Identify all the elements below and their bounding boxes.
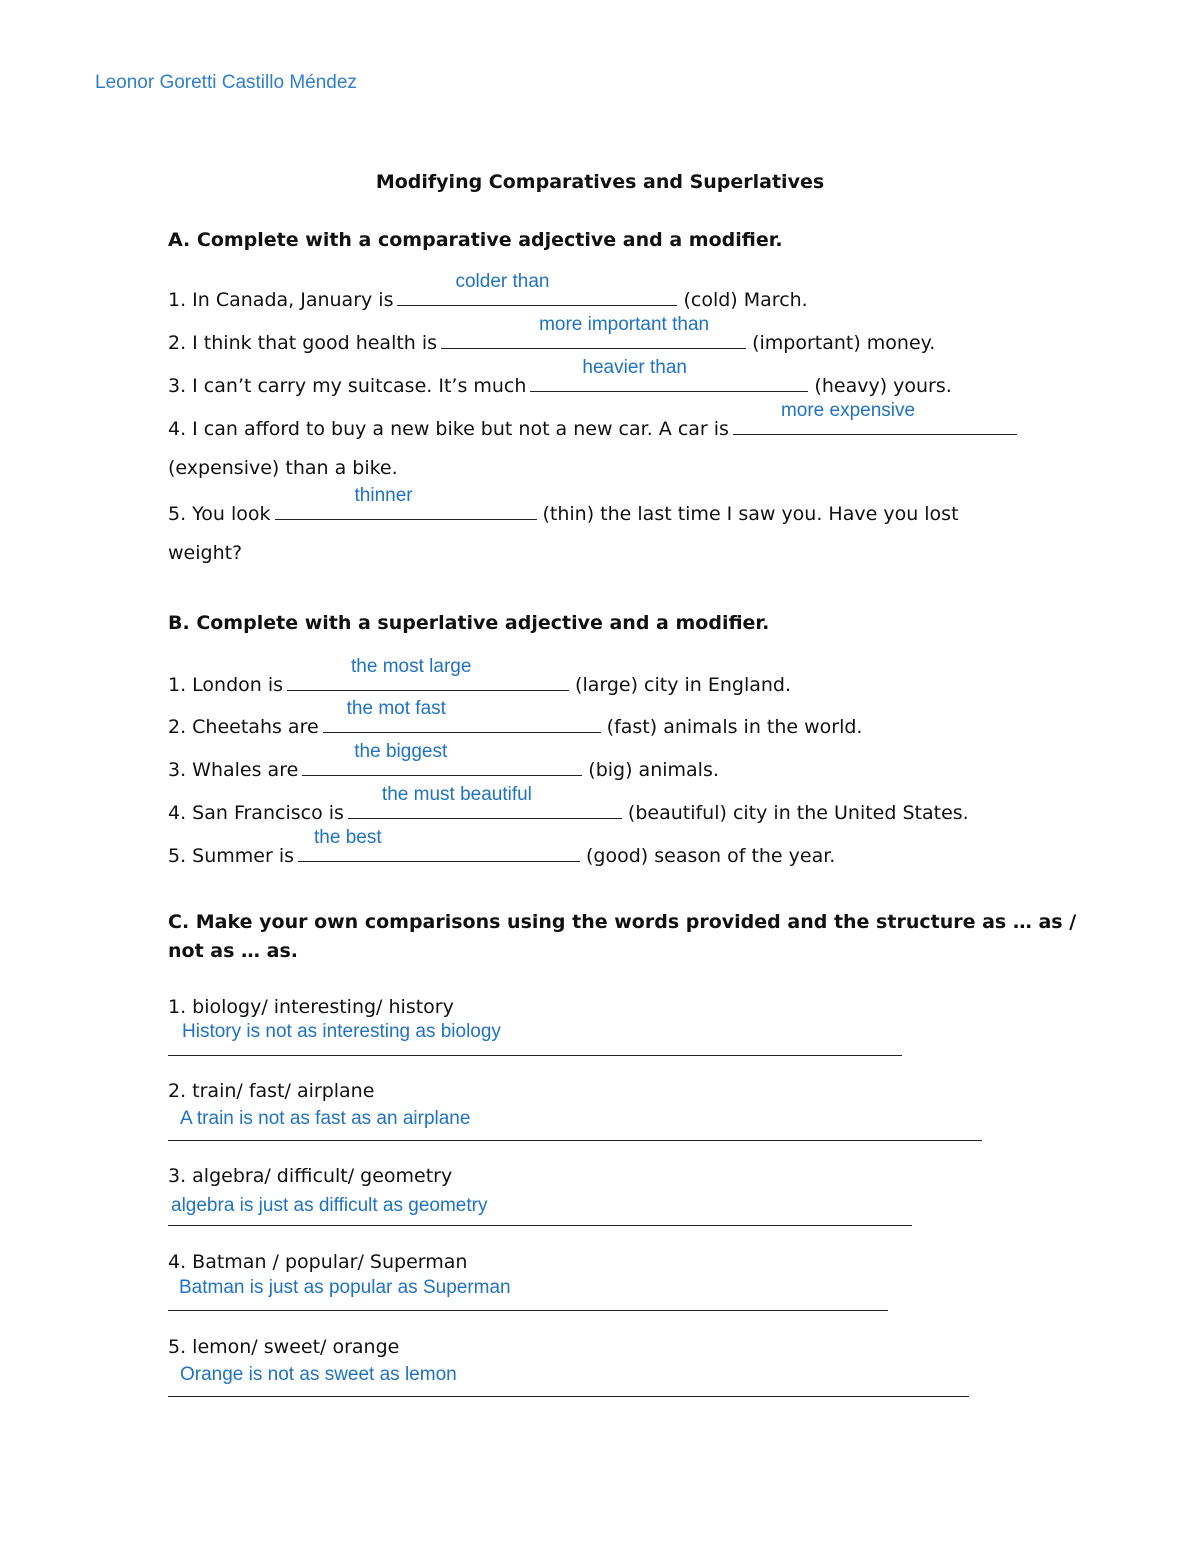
section-c-answer-5[interactable]: Orange is not as sweet as lemon	[180, 1364, 457, 1385]
section-a-item-1: 1. In Canada, January is colder than (cold) March.	[168, 271, 808, 311]
answer-text: the most large	[351, 656, 472, 677]
section-c-prompt-2: 2. train/ fast/ airplane	[168, 1080, 375, 1102]
answer-blank[interactable]	[397, 271, 677, 306]
answer-text: more expensive	[780, 400, 916, 421]
answer-text: the must beautiful	[381, 784, 532, 805]
answer-text: colder than	[455, 271, 550, 292]
section-b-item-1: 1. London is the most large (large) city in England.	[168, 656, 792, 696]
answer-blank[interactable]	[287, 656, 569, 691]
section-c-answer-3[interactable]: algebra is just as difficult as geometry	[171, 1195, 488, 1216]
section-b-item-2: 2. Cheetahs are the mot fast (fast) animals in the world.	[168, 698, 863, 738]
section-b-heading: B. Complete with a superlative adjective and a modifier.	[168, 612, 770, 634]
answer-blank[interactable]	[348, 784, 622, 819]
answer-line	[168, 1055, 902, 1056]
answer-text: more important than	[539, 314, 710, 335]
section-a-heading: A. Complete with a comparative adjective and a modifier.	[168, 229, 783, 251]
section-a-item-3: 3. I can’t carry my suitcase. It’s much heavier than (heavy) yours.	[168, 357, 952, 397]
section-c-heading-line-2: not as … as.	[168, 940, 298, 962]
answer-text: thinner	[354, 485, 413, 506]
answer-blank[interactable]	[441, 314, 746, 349]
section-b-item-4: 4. San Francisco is the must beautiful (beautiful) city in the United States.	[168, 784, 969, 824]
author-name: Leonor Goretti Castillo Méndez	[95, 72, 357, 93]
answer-text: the mot fast	[346, 698, 446, 719]
worksheet-title: Modifying Comparatives and Superlatives	[375, 171, 825, 193]
section-a-item-2: 2. I think that good health is more important than (important) money.	[168, 314, 936, 354]
answer-blank[interactable]	[302, 741, 582, 776]
section-c-heading-line-1: C. Make your own comparisons using the words provided and the structure as … as /	[168, 911, 1077, 933]
answer-text: the best	[314, 827, 382, 848]
answer-blank[interactable]	[275, 485, 537, 520]
section-c-answer-1[interactable]: History is not as interesting as biology	[182, 1021, 501, 1042]
section-a-item-5-cont: weight?	[168, 542, 243, 564]
section-c-answer-4[interactable]: Batman is just as popular as Superman	[179, 1277, 511, 1298]
answer-text: heavier than	[582, 357, 687, 378]
answer-line	[168, 1225, 912, 1226]
answer-line	[168, 1310, 888, 1311]
section-c-prompt-4: 4. Batman / popular/ Superman	[168, 1251, 468, 1273]
section-c-prompt-3: 3. algebra/ difficult/ geometry	[168, 1165, 453, 1187]
section-a-item-4: 4. I can afford to buy a new bike but not a new car. A car is more expensive	[168, 414, 1023, 440]
answer-blank[interactable]	[733, 400, 1017, 435]
answer-blank[interactable]	[298, 827, 580, 862]
answer-blank[interactable]	[323, 698, 601, 733]
answer-text: the biggest	[354, 741, 448, 762]
section-a-item-5: 5. You look thinner (thin) the last time I saw you. Have you lost	[168, 485, 959, 525]
section-b-item-5: 5. Summer is the best (good) season of the year.	[168, 827, 836, 867]
section-b-item-3: 3. Whales are the biggest (big) animals.	[168, 741, 719, 781]
answer-line	[168, 1140, 982, 1141]
answer-line	[168, 1396, 969, 1397]
section-c-prompt-5: 5. lemon/ sweet/ orange	[168, 1336, 400, 1358]
section-c-answer-2[interactable]: A train is not as fast as an airplane	[180, 1108, 471, 1129]
section-c-prompt-1: 1. biology/ interesting/ history	[168, 996, 454, 1018]
answer-blank[interactable]	[530, 357, 808, 392]
section-a-item-4-cont: (expensive) than a bike.	[168, 457, 398, 479]
